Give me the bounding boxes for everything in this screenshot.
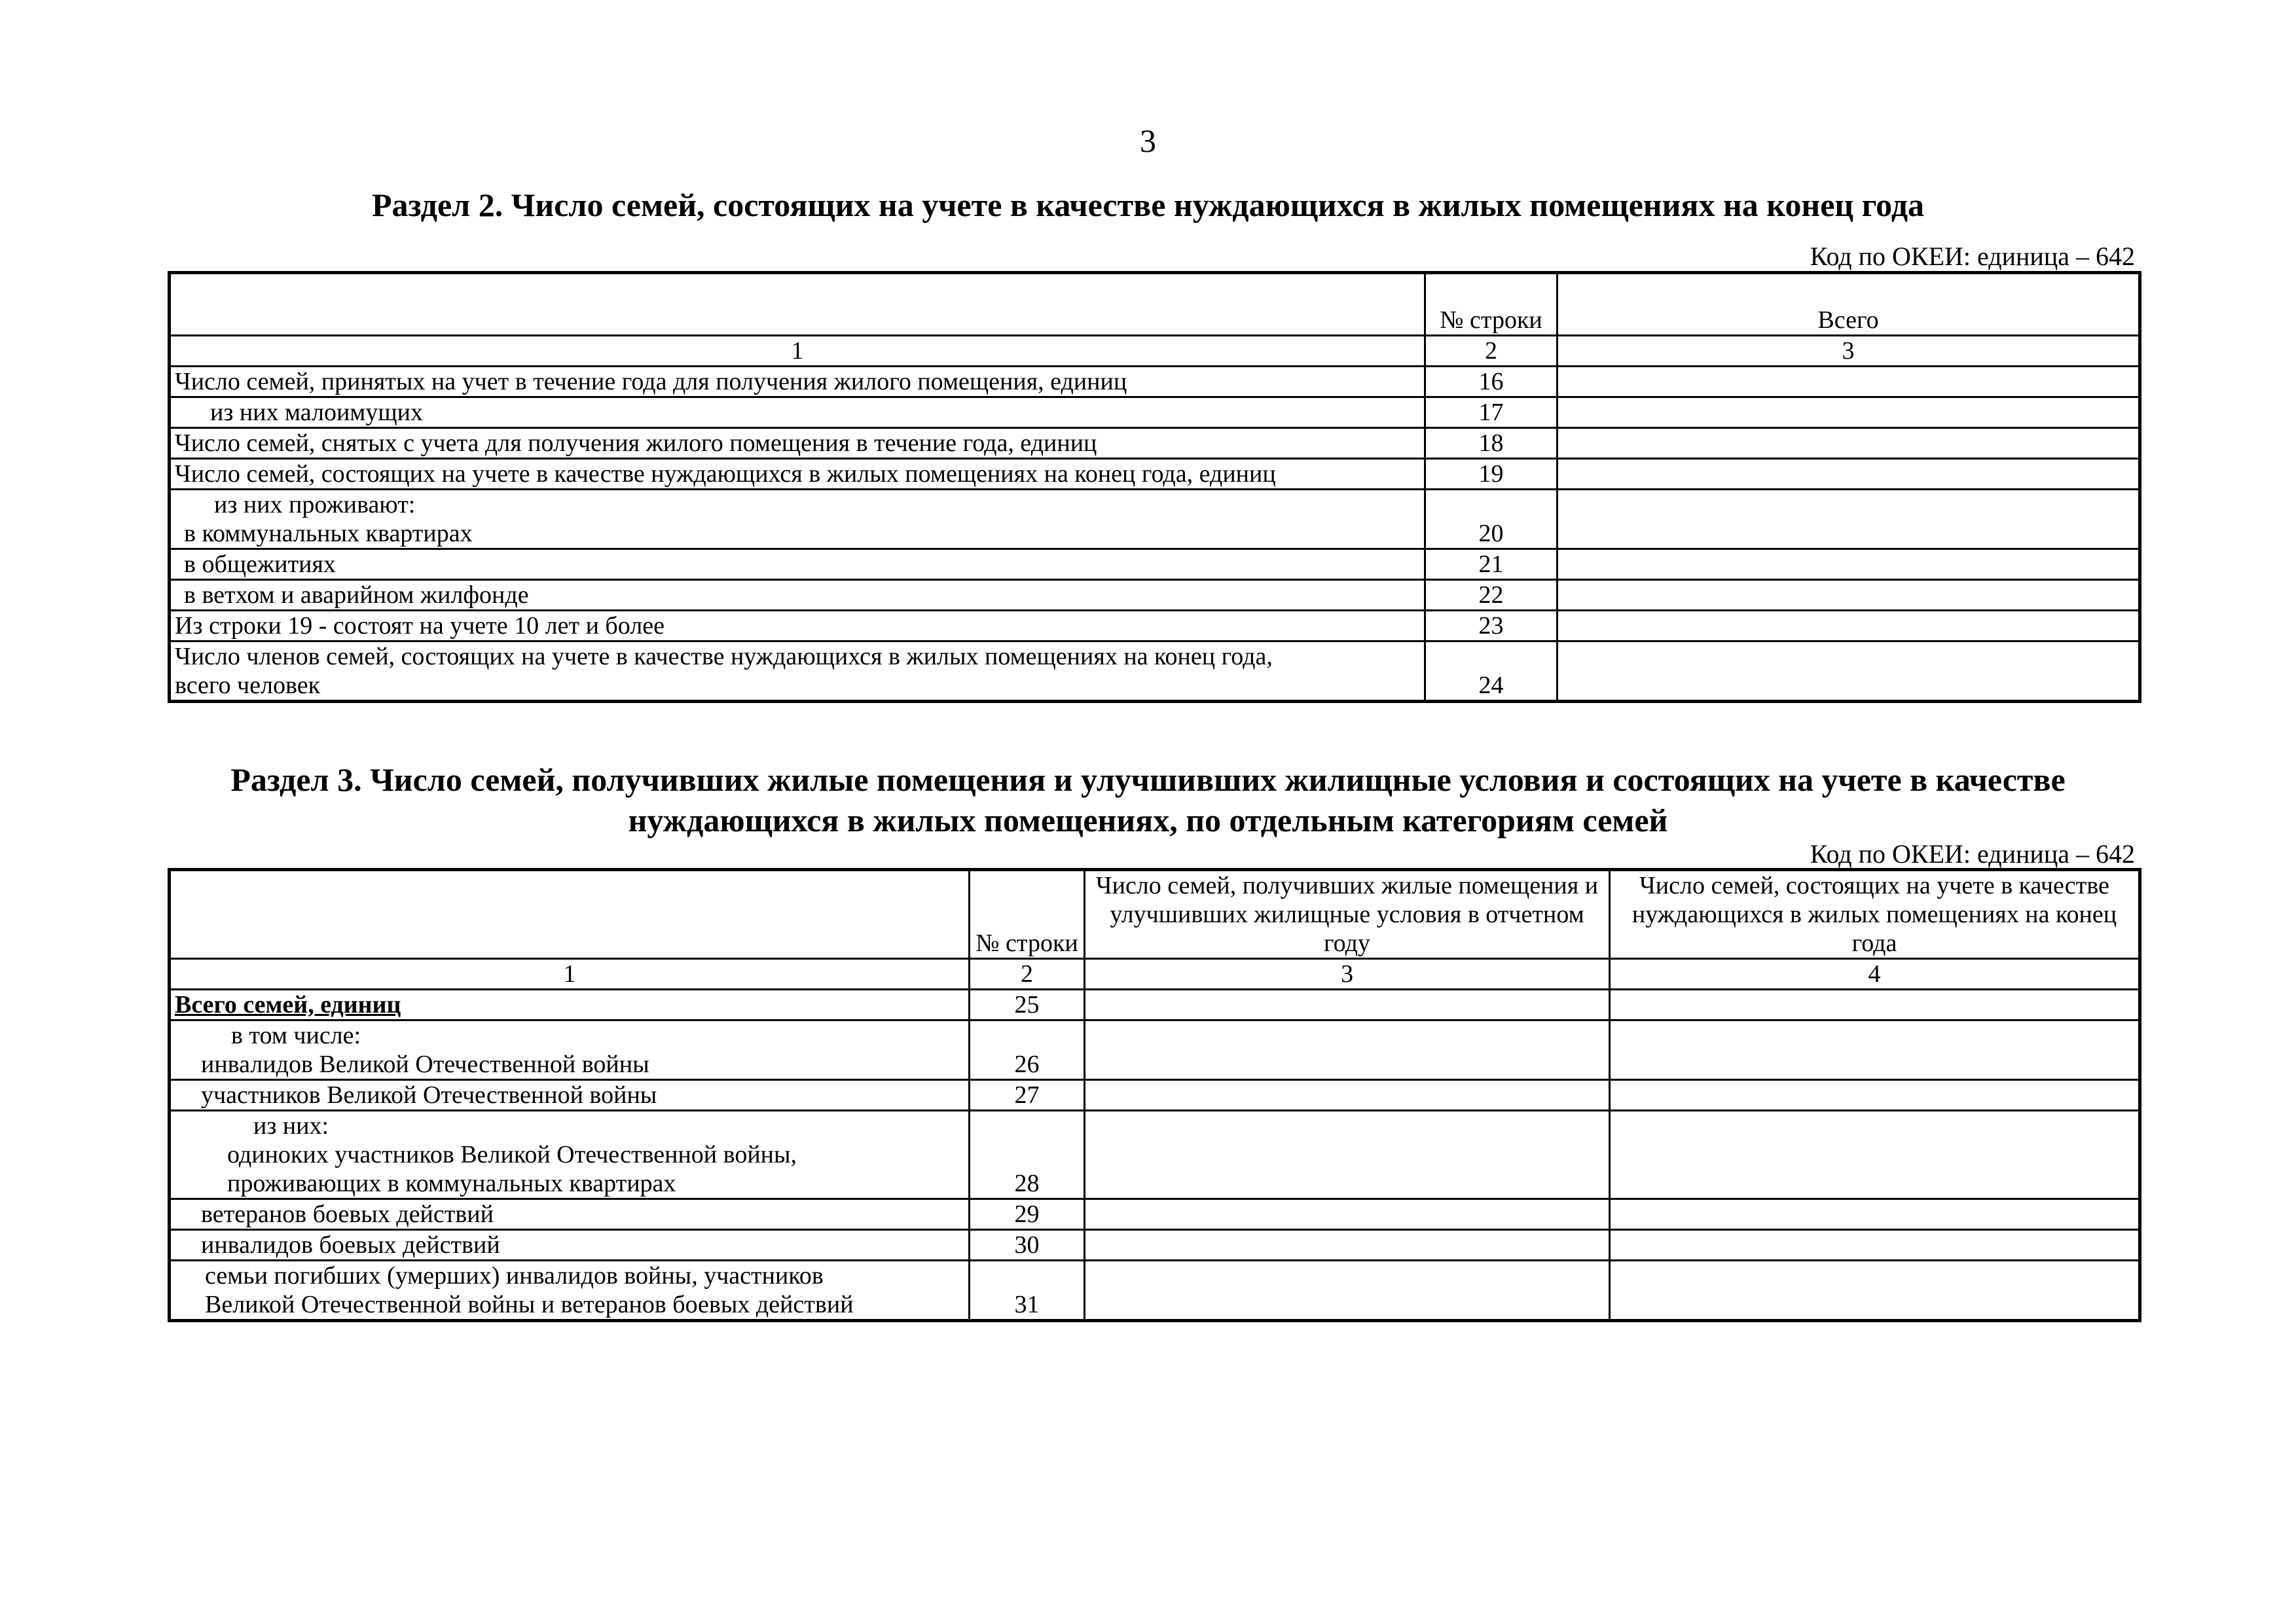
row-label: в общежитиях <box>170 549 1425 580</box>
colnum: 3 <box>1085 959 1610 990</box>
row-label: Всего семей, единиц <box>170 990 970 1020</box>
row-label: участников Великой Отечественной войны <box>170 1080 970 1111</box>
row-label: инвалидов боевых действий <box>170 1230 970 1261</box>
table-row <box>170 428 2140 459</box>
row-line-number: 25 <box>970 990 1085 1020</box>
section3-header-col1 <box>170 870 970 959</box>
table-row <box>170 1020 2140 1080</box>
table-row <box>170 397 2140 428</box>
data-cell[interactable] <box>1558 397 2140 428</box>
data-cell[interactable] <box>1085 990 1610 1020</box>
section3-okei: Код по ОКЕИ: единица – 642 <box>1810 839 2135 869</box>
row-line-number: 18 <box>1425 428 1558 459</box>
row-label-part: семьи погибших (умерших) инвалидов войны, участников <box>205 1262 824 1290</box>
data-cell[interactable] <box>1085 1080 1610 1111</box>
row-label: в ветхом и аварийном жилфонде <box>170 580 1425 611</box>
data-cell[interactable] <box>1558 611 2140 641</box>
row-label: Число семей, принятых на учет в течение года для получения жилого помещения, единиц <box>170 367 1425 397</box>
data-cell[interactable] <box>1085 1199 1610 1230</box>
data-cell[interactable] <box>1610 1199 2140 1230</box>
table-row <box>170 641 2140 702</box>
row-label-part: из них проживают: <box>214 491 416 518</box>
row-label-part: из них: <box>253 1112 329 1140</box>
row-line-number: 20 <box>1425 490 1558 549</box>
row-line-number: 24 <box>1425 641 1558 702</box>
data-cell[interactable] <box>1610 990 2140 1020</box>
data-cell[interactable] <box>1558 367 2140 397</box>
row-label: Число семей, снятых с учета для получения жилого помещения в течение года, единиц <box>170 428 1425 459</box>
row-line-number: 21 <box>1425 549 1558 580</box>
row-line-number: 31 <box>970 1261 1085 1321</box>
row-line-number: 23 <box>1425 611 1558 641</box>
section2-header-col1 <box>170 273 1425 336</box>
row-label-part: всего человек <box>175 672 321 699</box>
section3-header-line-no: № строки <box>970 870 1085 959</box>
data-cell[interactable] <box>1610 1020 2140 1080</box>
table-row <box>170 1199 2140 1230</box>
table-row <box>170 367 2140 397</box>
section3-title-line2: нуждающихся в жилых помещениях, по отдельным категориям семей <box>628 802 1668 839</box>
table-row <box>170 1111 2140 1199</box>
row-label: Число семей, состоящих на учете в качестве нуждающихся в жилых помещениях на конец года, единиц <box>170 459 1425 490</box>
colnum: 2 <box>970 959 1085 990</box>
section3-header-row <box>170 870 2140 959</box>
data-cell[interactable] <box>1558 459 2140 490</box>
table-row <box>170 490 2140 549</box>
page-number: 3 <box>1140 122 1156 159</box>
data-cell[interactable] <box>1085 1111 1610 1199</box>
table-row <box>170 1080 2140 1111</box>
section2-title: Раздел 2. Число семей, состоящих на учете в качестве нуждающихся в жилых помещениях на конец года <box>371 187 1925 223</box>
section2-colnum-row <box>170 336 2140 367</box>
row-line-number: 22 <box>1425 580 1558 611</box>
section2-header-line-no: № строки <box>1425 273 1558 336</box>
data-cell[interactable] <box>1085 1230 1610 1261</box>
section2-okei: Код по ОКЕИ: единица – 642 <box>1810 242 2135 271</box>
section3-table <box>168 868 2141 1322</box>
data-cell[interactable] <box>1558 641 2140 702</box>
row-line-number: 16 <box>1425 367 1558 397</box>
data-cell[interactable] <box>1610 1111 2140 1199</box>
row-label-part: проживающих в коммунальных квартирах <box>227 1170 676 1197</box>
row-label <box>170 1111 970 1199</box>
section2-table <box>168 271 2141 703</box>
colnum: 4 <box>1610 959 2140 990</box>
row-line-number: 27 <box>970 1080 1085 1111</box>
row-line-number: 29 <box>970 1199 1085 1230</box>
data-cell[interactable] <box>1610 1080 2140 1111</box>
data-cell[interactable] <box>1610 1261 2140 1321</box>
row-line-number: 19 <box>1425 459 1558 490</box>
data-cell[interactable] <box>1558 490 2140 549</box>
table-row <box>170 1261 2140 1321</box>
table-row <box>170 611 2140 641</box>
row-label-part: в том числе: <box>231 1022 361 1049</box>
table-row <box>170 580 2140 611</box>
table-row <box>170 990 2140 1020</box>
row-label-part: Великой Отечественной войны и ветеранов боевых действий <box>205 1291 854 1318</box>
data-cell[interactable] <box>1558 428 2140 459</box>
row-line-number: 26 <box>970 1020 1085 1080</box>
data-cell[interactable] <box>1085 1020 1610 1080</box>
data-cell[interactable] <box>1558 549 2140 580</box>
row-label: из них малоимущих <box>170 397 1425 428</box>
row-label <box>170 1020 970 1080</box>
row-label-part: Число членов семей, состоящих на учете в качестве нуждающихся в жилых помещениях на конец года, <box>175 643 1273 670</box>
row-label <box>170 641 1425 702</box>
row-label-part: в коммунальных квартирах <box>184 520 473 547</box>
table-row <box>170 549 2140 580</box>
colnum: 2 <box>1425 336 1558 367</box>
row-line-number: 30 <box>970 1230 1085 1261</box>
colnum: 3 <box>1558 336 2140 367</box>
row-label-part: инвалидов Великой Отечественной войны <box>201 1051 649 1078</box>
table-row <box>170 459 2140 490</box>
data-cell[interactable] <box>1085 1261 1610 1321</box>
section2-header-row <box>170 273 2140 336</box>
row-label: ветеранов боевых действий <box>170 1199 970 1230</box>
data-cell[interactable] <box>1610 1230 2140 1261</box>
row-label-part: одиноких участников Великой Отечественной войны, <box>227 1141 797 1168</box>
row-label: Из строки 19 - состоят на учете 10 лет и более <box>170 611 1425 641</box>
section3-colnum-row <box>170 959 2140 990</box>
row-line-number: 28 <box>970 1111 1085 1199</box>
section3-header-received: Число семей, получивших жилые помещения и улучшивших жилищные условия в отчетном году <box>1085 870 1610 959</box>
table-row <box>170 1230 2140 1261</box>
section3-title-line1: Раздел 3. Число семей, получивших жилые помещения и улучшивших жилищные условия и состоящих на учете в качестве <box>230 761 2066 798</box>
section3-header-registered: Число семей, состоящих на учете в качестве нуждающихся в жилых помещениях на конец года <box>1610 870 2140 959</box>
colnum: 1 <box>170 959 970 990</box>
row-line-number: 17 <box>1425 397 1558 428</box>
colnum: 1 <box>170 336 1425 367</box>
section2-header-total: Всего <box>1558 273 2140 336</box>
row-label <box>170 490 1425 549</box>
row-label <box>170 1261 970 1321</box>
data-cell[interactable] <box>1558 580 2140 611</box>
